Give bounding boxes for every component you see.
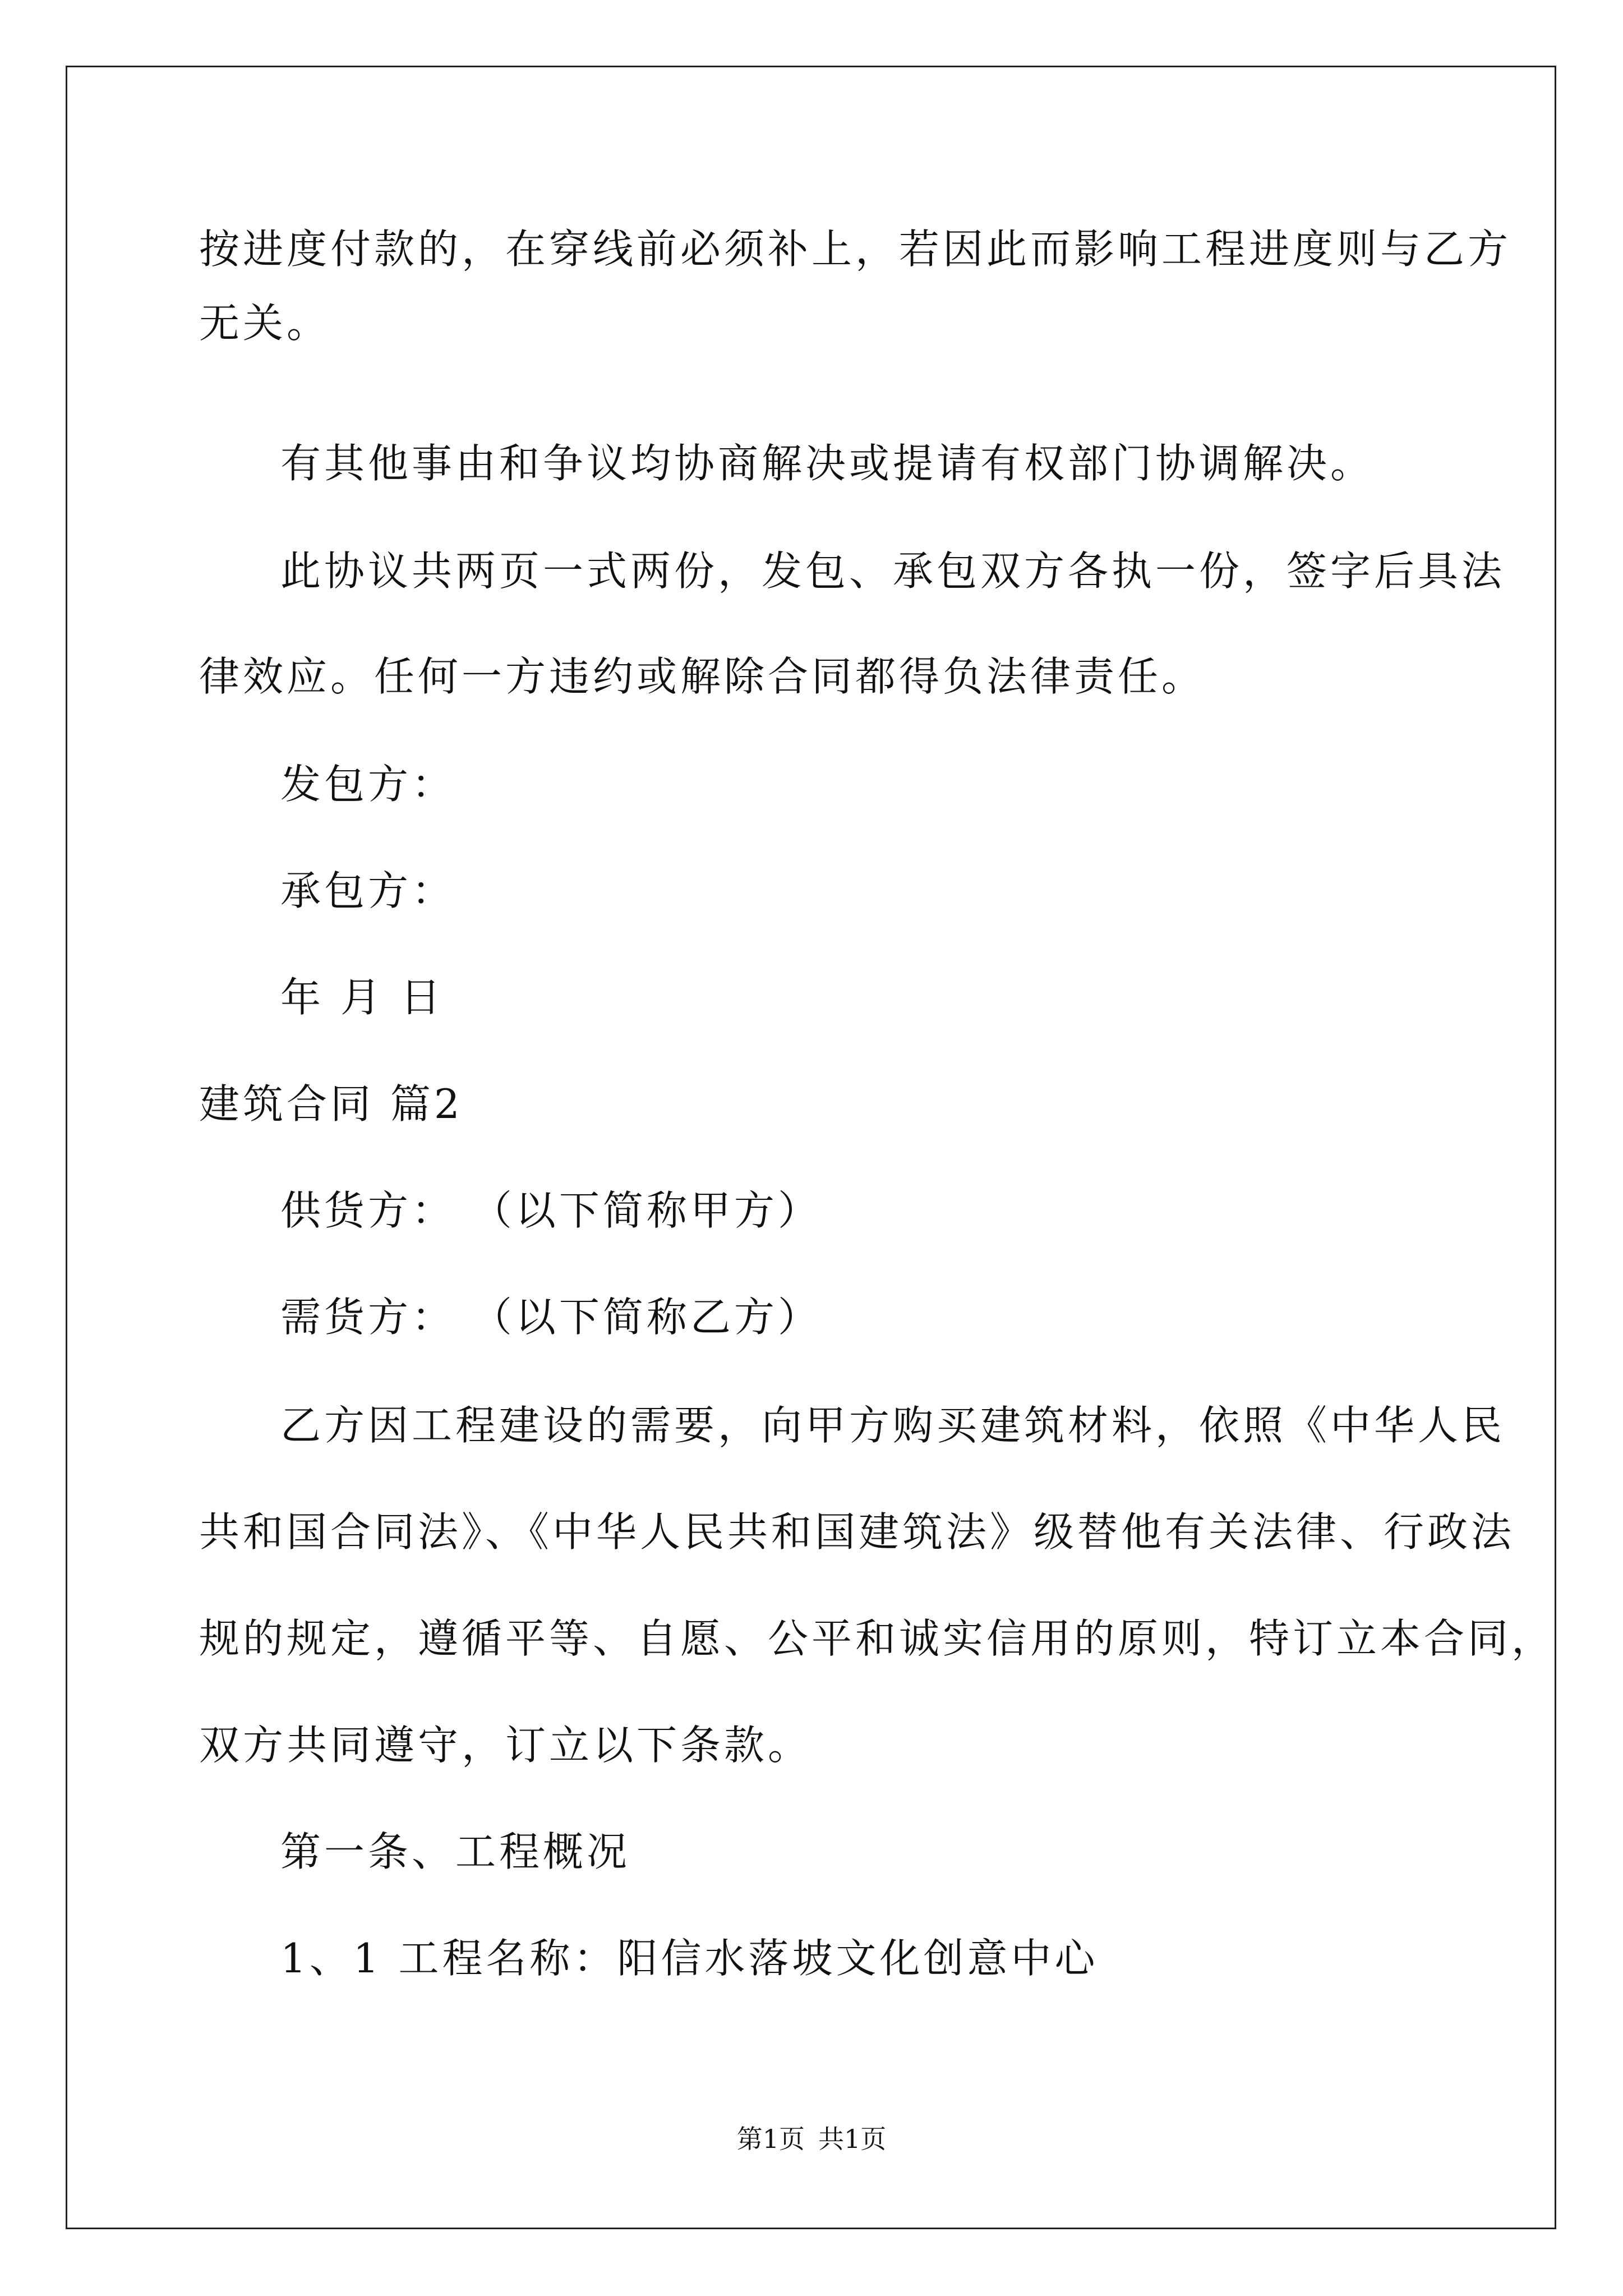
paragraph-line: 双方共同遵守，订立以下条款。 [199,1722,812,1769]
paragraph-line: 此协议共两页一式两份，发包、承包双方各执一份，签字后具法 [280,547,1506,595]
section-heading: 建筑合同 篇2 [199,1080,463,1128]
page-total: 共1页 [818,2124,887,2154]
date-line: 年 月 日 [280,974,444,1021]
paragraph-line: 有其他事由和争议均协商解决或提请有权部门协调解决。 [280,440,1375,487]
article-heading: 第一条、工程概况 [280,1828,631,1875]
signature-label-contractor: 承包方： [280,867,456,914]
paragraph-line: 规的规定，遵循平等、自愿、公平和诚实信用的原则，特订立本合同， [199,1615,1556,1662]
paragraph-line: 按进度付款的，在穿线前必须补上，若因此而影响工程进度则与乙方 [199,226,1512,273]
project-name-line: 1、1 工程名称：阳信水落坡文化创意中心 [280,1935,1099,1982]
page-number: 第1页 [736,2124,805,2154]
page-footer [0,2126,1623,2152]
party-supplier: 供货方： （以下简称甲方） [280,1187,822,1234]
paragraph-line: 无关。 [199,300,331,347]
party-buyer: 需货方： （以下简称乙方） [280,1294,822,1341]
page-border [66,66,1556,2229]
paragraph-line: 律效应。任何一方违约或解除合同都得负法律责任。 [199,653,1206,700]
paragraph-line: 共和国合同法》、《中华人民共和国建筑法》级替他有关法律、行政法 [199,1508,1515,1556]
paragraph-line: 乙方因工程建设的需要，向甲方购买建筑材料，依照《中华人民 [280,1402,1506,1449]
signature-label-issuer: 发包方： [280,761,456,808]
